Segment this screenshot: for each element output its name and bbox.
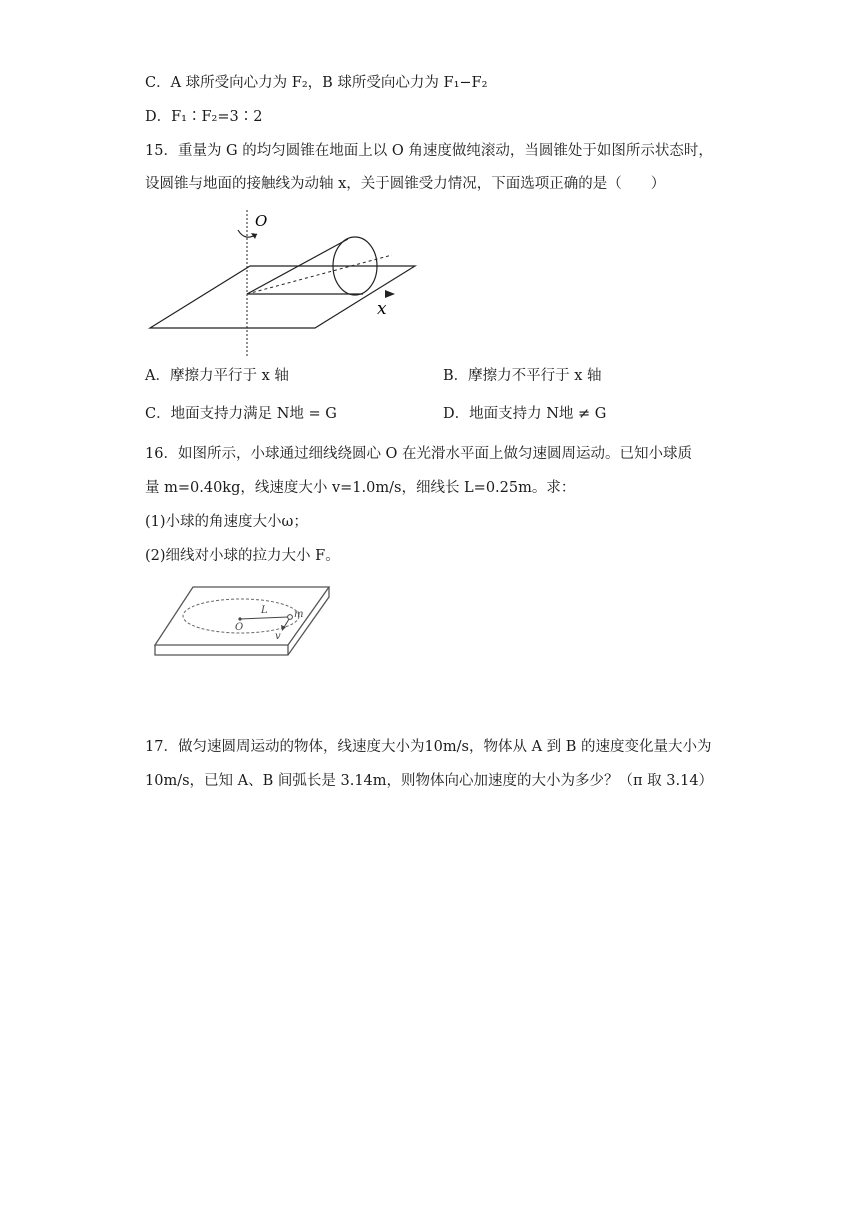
q16-sub2: (2)细线对小球的拉力大小 F。	[145, 548, 340, 564]
q15-stem-line1: 15．重量为 G 的均匀圆锥在地面上以 O 角速度做纯滚动，当圆锥处于如图所示状态时，	[145, 143, 713, 159]
q15-option-d: D．地面支持力 N地 ≠ G	[443, 406, 607, 422]
q16-sub1: (1)小球的角速度大小ω；	[145, 514, 308, 530]
q15-option-b: B．摩擦力不平行于 x 轴	[443, 368, 602, 384]
q15-option-c: C．地面支持力满足 N地 = G	[145, 406, 337, 422]
option-d-prev: D．F₁∶F₂=3∶2	[145, 109, 263, 125]
cone-figure	[145, 208, 435, 358]
mass-m-label: m	[294, 609, 304, 620]
axis-o-label: O	[255, 212, 268, 230]
length-l-label: L	[261, 605, 268, 616]
q17-stem-line1: 17．做匀速圆周运动的物体，线速度大小为10m/s，物体从 A 到 B 的速度变化量大小为	[145, 739, 712, 755]
center-o-label: O	[235, 622, 244, 633]
velocity-v-label: v	[275, 631, 281, 642]
q17-stem-line2: 10m/s，已知 A、B 间弧长是 3.14m，则物体向心加速度的大小为多少？（π 取 3.14）	[145, 773, 714, 789]
q16-stem-line2: 量 m=0.40kg，线速度大小 v=1.0m/s，细线长 L=0.25m。求：	[145, 480, 576, 496]
circular-motion-figure	[153, 585, 338, 660]
q15-option-a: A．摩擦力平行于 x 轴	[145, 368, 289, 384]
axis-x-label: x	[377, 299, 387, 319]
q16-stem-line1: 16．如图所示，小球通过细线绕圆心 O 在光滑水平面上做匀速圆周运动。已知小球质	[145, 446, 693, 462]
option-c-prev: C．A 球所受向心力为 F₂，B 球所受向心力为 F₁−F₂	[145, 75, 488, 91]
q15-stem-line2: 设圆锥与地面的接触线为动轴 x，关于圆锥受力情况，下面选项正确的是（ ）	[145, 176, 666, 192]
